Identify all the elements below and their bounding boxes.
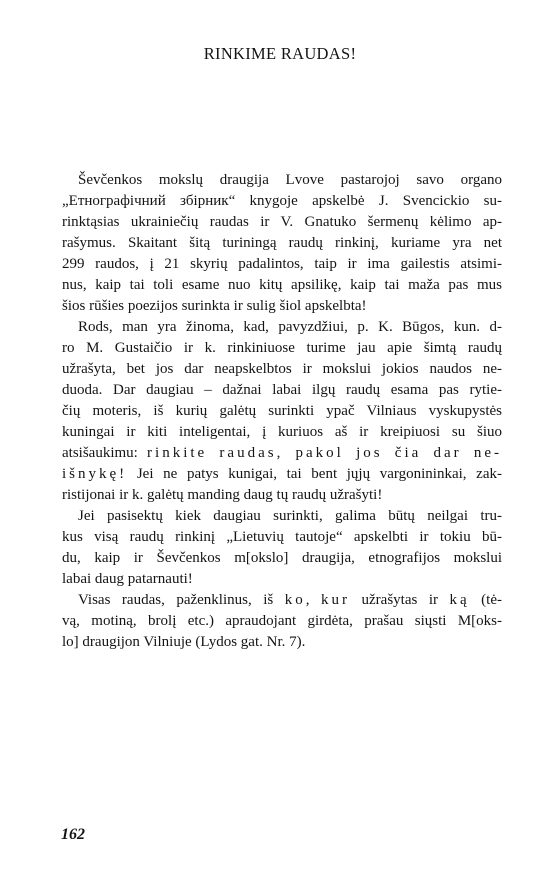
text-line: labai daug patarnauti! [62,571,193,587]
text-run: Jei ne patys kunigai, tai bent jųjų vargonininkai, zak- [127,466,502,482]
text-run: užrašytas ir [350,592,450,608]
text-run: , [305,592,322,608]
text-line: duoda. Dar daugiau – dažnai labai ilgų raudų esama pas rytie- [62,382,502,398]
page-number: 162 [61,826,85,843]
spaced-emphasis: kur [321,592,351,608]
spaced-emphasis: ką [449,592,470,608]
text-line: „Етнографічний збірник“ knygoje apskelbė J. Svencickio su- [62,193,502,209]
paragraph-2 [62,317,502,506]
page-title: RINKIME RAUDAS! [203,44,357,63]
text-line-with-emphasis [62,590,502,611]
text-run: Visas raudas, paženklinus, iš [78,592,285,608]
text-line: vą, motiną, brolį etc.) apraudojant girdėta, prašau siųsti M[oks- [62,613,502,629]
text-line: du, kaip ir Ševčenkos m[okslo] draugija, etnografijos mokslui [62,550,502,566]
spaced-emphasis: rinkite raudas, pakol jos čia dar ne- [147,445,502,461]
spaced-emphasis: ko [284,592,306,608]
text-line: čių moteris, iš kurių galėtų surinkti ypač Vilniaus vyskupystės [62,403,502,419]
text-line: kus visą raudų rinkinį „Lietuvių tautoje“ apskelbti ir tokiu bū- [62,529,502,545]
paragraph-3 [62,506,502,590]
text-line: Jei pasisektų kiek daugiau surinkti, galima būtų neilgai tru- [78,508,502,524]
text-line: rinktąsias ukrainiečių raudas ir V. Gnatuko šermenų kėlimo ap- [62,214,502,230]
text-line: 299 raudos, į 21 skyrių padalintos, taip ir ima gailestis atsimi- [62,256,502,272]
text-line: užrašyta, bet jos dar neapskelbtos ir mokslui jokios naudos ne- [62,361,502,377]
text-line: Ševčenkos mokslų draugija Lvove pastarojoj savo organo [78,172,502,188]
text-line: ristijonai ir k. galėtų manding daug tų raudų užrašyti! [62,487,383,503]
text-run: atsišaukimu: [62,445,148,461]
text-line-with-emphasis [62,464,502,485]
text-run: (tė- [469,592,502,608]
text-line: rašymus. Skaitant šitą turiningą raudų rinkinį, kuriame yra net [62,235,502,251]
text-line-with-emphasis [62,443,502,464]
text-line: Rods, man yra žinoma, kad, pavyzdžiui, p. K. Būgos, kun. d- [78,319,502,335]
spaced-emphasis: išnykę! [62,466,128,482]
text-line: kuningai ir kiti inteligentai, į kuriuos aš ir kreipiuosi su šiuo [62,424,502,440]
text-line: ro M. Gustaičio ir k. rinkiniuose turime jau apie šimtą raudų [62,340,502,356]
article-body [62,170,502,653]
text-line: nus, kaip tai toli esame nuo kitų apsilikę, kaip tai maža pas mus [62,277,502,293]
text-line: lo] draugijon Vilniuje (Lydos gat. Nr. 7). [62,634,306,650]
text-line: šios rūšies poezijos surinkta ir sulig šiol apskelbta! [62,298,367,314]
paragraph-1 [62,170,502,317]
paragraph-4 [62,590,502,653]
